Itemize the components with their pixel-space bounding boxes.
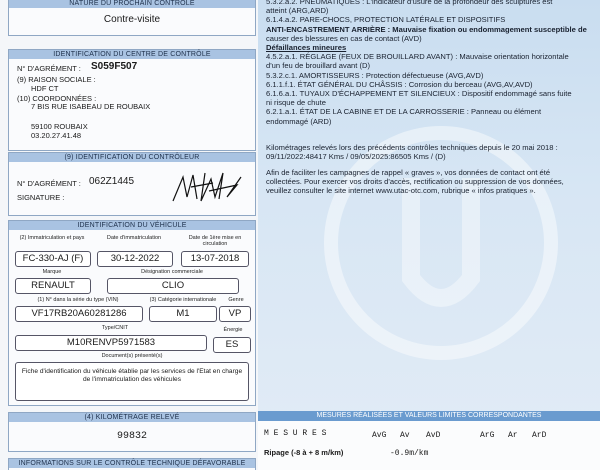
vehicule-header: IDENTIFICATION DU VÉHICULE	[9, 221, 255, 230]
col-arg: ArG	[480, 431, 495, 440]
centre-city: 59100 ROUBAIX	[31, 122, 88, 131]
defect-line: atteint (ARG,ARD)	[266, 6, 329, 16]
centre-coord-label: (10) COORDONNÉES :	[17, 94, 97, 103]
cap-vin: (1) N° dans la série du type (VIN)	[37, 297, 119, 303]
defect-line: 5.3.2.a.2. PNEUMATIQUES : L'indicateur d'usure de la profondeur des sculptures est	[266, 0, 553, 6]
cap-immat: (2) Immatriculation et pays	[19, 235, 85, 241]
privacy-line: collectées. Pour exercer vos droits d'accès, rectification ou suppression de vos données,	[266, 177, 564, 187]
mineure-line: 6.1.6.a.1. TUYAUX D'ÉCHAPPEMENT ET SILENCIEUX : Dispositif endommagé sans fuite	[266, 89, 572, 99]
mineure-line: 6.2.1.a.1. ÉTAT DE LA CABINE ET DE LA CARROSSERIE : Panneau ou élément	[266, 107, 542, 117]
mineures-title: Défaillances mineures	[266, 43, 347, 53]
immat-field: FC-330-AJ (F)	[15, 251, 91, 267]
next-control-value: Contre-visite	[103, 14, 161, 25]
privacy-line: veuillez consulter le site internet www.utac-otc.com, rubrique « infos pratiques ».	[266, 186, 536, 196]
mineure-line: 5.3.2.c.1. AMORTISSEURS : Protection défectueuse (AVG,AVD)	[266, 70, 484, 80]
controleur-header: (9) IDENTIFICATION DU CONTRÔLEUR	[9, 153, 255, 162]
defect-line: causer des blessures en cas de contact (AVD)	[266, 33, 422, 43]
mesures-header: MESURES RÉALISÉES ET VALEURS LIMITES CORRESPONDANTES	[258, 411, 600, 421]
cap-date-circ: Date de 1ère mise en circulation	[188, 235, 242, 247]
km-history	[266, 143, 594, 161]
col-ar: Ar	[508, 431, 518, 440]
date-circ-field: 13-07-2018	[181, 251, 249, 267]
left-column	[0, 0, 258, 470]
km-history-line: Kilométrages relevés lors des précédents contrôles techniques depuis le 20 mai 2018 :	[266, 143, 558, 152]
privacy-info	[266, 168, 594, 196]
mineure-line: d'un feu de brouillard avant (D)	[266, 61, 371, 71]
cap-date-immat: Date d'immatriculation	[106, 235, 162, 241]
centre-raison-value: HDF CT	[31, 84, 59, 93]
ripage-label: Ripage (-8 à + 8 m/km)	[264, 448, 344, 457]
centre-section	[8, 49, 256, 151]
cap-genre: Genre	[228, 297, 244, 303]
km-section	[8, 412, 256, 452]
vin-field: VF17RB20A60281286	[15, 306, 143, 322]
cap-designation: Désignation commerciale	[141, 269, 203, 275]
cap-energie: Énergie	[223, 327, 243, 333]
next-control-header: NATURE DU PROCHAIN CONTRÔLE	[9, 0, 255, 8]
defect-line: 6.1.4.a.2. PARE-CHOCS, PROTECTION LATÉRALE ET DISPOSITIFS	[266, 15, 506, 25]
vehicule-section	[8, 220, 256, 406]
date-immat-field: 30-12-2022	[97, 251, 173, 267]
ripage-value: -0.9m/km	[390, 449, 429, 458]
type-field: M10RENVP5971583	[15, 335, 207, 351]
mineure-line: 6.1.1.f.1. ÉTAT GÉNÉRAL DU CHÂSSIS : Corrosion du berceau (AVG,AV,AVD)	[266, 79, 533, 89]
mineure-line: 4.5.2.a.1. RÉGLAGE (FEUX DE BROUILLARD AVANT) : Mauvaise orientation horizontale	[266, 52, 569, 62]
controleur-section	[8, 152, 256, 216]
controleur-signature-label: SIGNATURE :	[17, 193, 65, 202]
genre-field: VP	[219, 306, 251, 322]
defavorable-header: INFORMATIONS SUR LE CONTRÔLE TECHNIQUE DÉFAVORABLE	[9, 459, 255, 468]
cap-categorie: (3) Catégorie internationale	[149, 297, 217, 303]
marque-field: RENAULT	[15, 278, 91, 294]
centre-phone: 03.20.27.41.48	[31, 131, 82, 140]
col-ard: ArD	[532, 431, 547, 440]
km-value: 99832	[116, 431, 147, 442]
controleur-agrement-label: N° D'AGRÉMENT :	[17, 179, 81, 188]
col-avg: AvG	[372, 431, 387, 440]
signature-scribble	[169, 167, 245, 207]
col-avd: AvD	[426, 431, 441, 440]
categorie-field: M1	[149, 306, 217, 322]
km-history-line: 09/11/2022:48417 Kms / 09/05/2025:86505 Kms / (D)	[266, 152, 446, 162]
centre-agrement-label: N° D'AGRÉMENT :	[17, 64, 81, 73]
col-av: Av	[400, 431, 410, 440]
cap-marque: Marque	[42, 269, 62, 275]
centre-agrement-value: S059F507	[91, 61, 138, 72]
defavorable-section	[8, 458, 256, 470]
right-column	[258, 0, 600, 470]
next-control-section	[8, 0, 256, 36]
mineure-line: endommagé (ARD)	[266, 116, 332, 126]
centre-raison-label: (9) RAISON SOCIALE :	[17, 75, 96, 84]
cap-type: Type/CNIT	[101, 325, 129, 331]
controleur-agrement-value: 062Z1445	[89, 176, 135, 187]
centre-address: 7 BIS RUE ISABEAU DE ROUBAIX	[31, 102, 151, 111]
mineure-line: ni risque de chute	[266, 98, 326, 108]
centre-header: IDENTIFICATION DU CENTRE DE CONTRÔLE	[9, 50, 255, 59]
defect-line: ANTI-ENCASTREMENT ARRIÈRE : Mauvaise fixation ou endommagement susceptible de	[266, 24, 587, 34]
mesures-section	[258, 421, 600, 470]
km-header: (4) KILOMÉTRAGE RELEVÉ	[9, 413, 255, 422]
mesures-title: M E S U R E S	[264, 429, 327, 438]
cap-documents: Document(s) présenté(s)	[101, 353, 163, 359]
defects-list	[266, 0, 594, 126]
energie-field: ES	[213, 337, 251, 353]
privacy-line: Afin de faciliter les campagnes de rappel « graves », vos données de contact ont été	[266, 168, 551, 177]
documents-field: Fiche d'identification du véhicule établie par les services de l'Etat en charge de l'immatriculation des véhicules	[15, 362, 249, 401]
designation-field: CLIO	[107, 278, 239, 294]
